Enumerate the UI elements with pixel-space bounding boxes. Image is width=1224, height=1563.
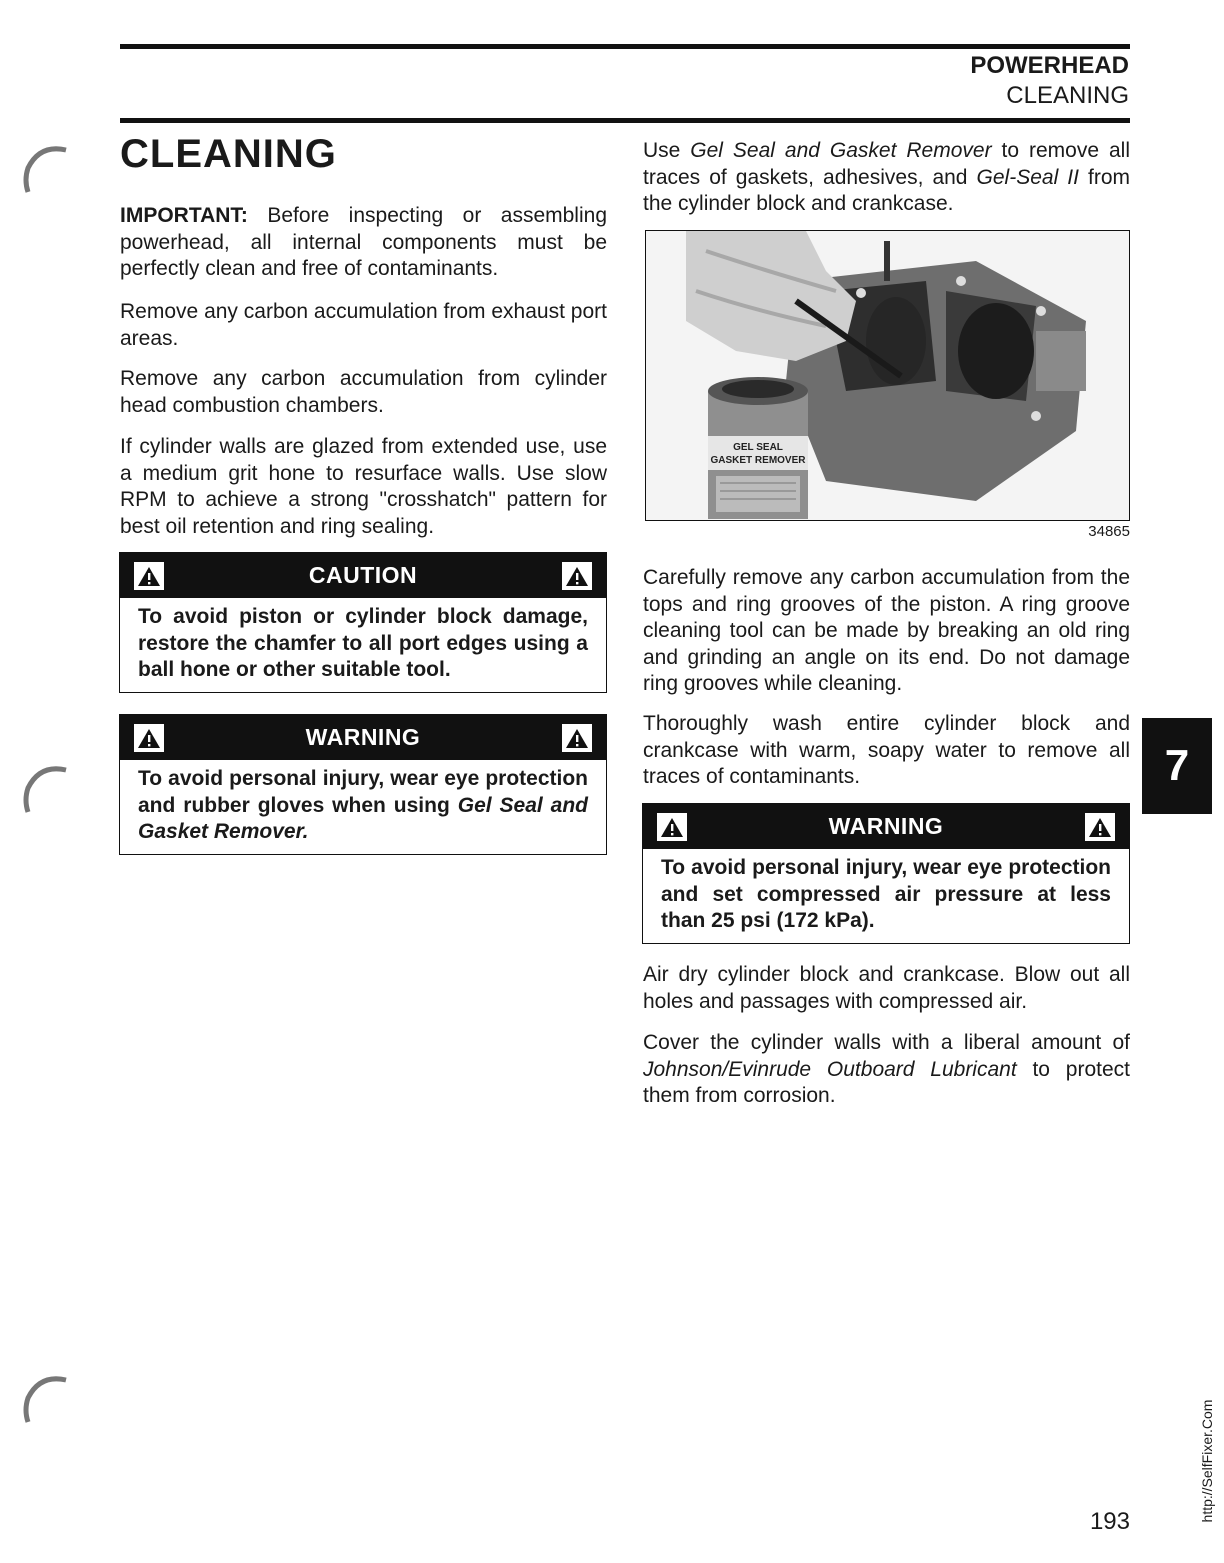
product-name: Johnson/Evinrude Outboard Lubricant bbox=[643, 1057, 1017, 1081]
warning-box-right bbox=[642, 803, 1130, 944]
warning-box-left bbox=[119, 714, 607, 855]
warning-title: WARNING bbox=[828, 813, 944, 839]
text-run: Use bbox=[643, 139, 691, 162]
caution-title: CAUTION bbox=[308, 562, 418, 588]
can-label-line-1: GEL SEAL bbox=[733, 442, 783, 453]
header-subsection: CLEANING bbox=[1006, 82, 1129, 109]
warning-text: To avoid personal injury, wear eye protection and set compressed air pressure at less than 25 psi (172 kPa). bbox=[661, 856, 1111, 932]
warning-header bbox=[120, 715, 606, 760]
paragraph-lubricant bbox=[643, 1030, 1130, 1110]
can-label-line-2: GASKET REMOVER bbox=[710, 455, 806, 466]
warning-text-main: To avoid personal injury, wear eye protection and rubber gloves when using bbox=[138, 767, 588, 817]
page-number: 193 bbox=[1089, 1508, 1130, 1535]
warning-triangle-icon bbox=[134, 724, 164, 752]
side-url bbox=[1196, 1394, 1218, 1529]
warning-triangle-icon bbox=[562, 562, 592, 590]
paragraph-exhaust-ports: Remove any carbon accumulation from exhaust port areas. bbox=[120, 300, 607, 350]
binder-hole-mark bbox=[20, 1370, 70, 1425]
caution-box bbox=[119, 552, 607, 693]
header-section: POWERHEAD bbox=[970, 52, 1129, 79]
product-name: Gel-Seal II bbox=[976, 165, 1079, 189]
figure-number: 34865 bbox=[1088, 523, 1130, 540]
paragraph-combustion-chambers: Remove any carbon accumulation from cylinder head combustion chambers. bbox=[120, 367, 607, 417]
text-run: Cover the cylinder walls with a liberal amount of bbox=[643, 1031, 1130, 1054]
page-title: CLEANING bbox=[120, 132, 337, 176]
warning-triangle-icon bbox=[657, 813, 687, 841]
paragraph-cylinder-walls: If cylinder walls are glazed from extended use, use a medium grit hone to resurface walls. Use slow RPM to achieve a strong "crosshatch" pattern for best oil retention and ring sealing. bbox=[120, 435, 607, 538]
warning-triangle-icon bbox=[1085, 813, 1115, 841]
warning-triangle-icon bbox=[134, 562, 164, 590]
paragraph-wash-block: Thoroughly wash entire cylinder block and crankcase with warm, soapy water to remove all traces of contaminants. bbox=[643, 712, 1130, 788]
caution-text: To avoid piston or cylinder block damage, restore the chamfer to all port edges using a ball hone or other suitable tool. bbox=[138, 605, 588, 681]
paragraph-piston-grooves: Carefully remove any carbon accumulation from the tops and ring grooves of the piston. A ring groove cleaning tool can be made by breaking an old ring and grinding an angle on its end. Do not damage ring grooves while cleaning. bbox=[643, 566, 1130, 695]
text-run: to remove all traces of gaskets, adhesives, and bbox=[643, 139, 1130, 189]
text-run: from the cylinder block and crankcase. bbox=[643, 165, 1130, 215]
product-name: Gel Seal and Gasket Remover bbox=[690, 139, 992, 162]
header-rule-bottom bbox=[120, 118, 1130, 123]
warning-triangle-icon bbox=[562, 724, 592, 752]
side-url-text: http://SelfFixer.Com bbox=[1199, 1399, 1215, 1523]
paragraph-air-dry: Air dry cylinder block and crankcase. Blow out all holes and passages with compressed air. bbox=[643, 963, 1130, 1013]
binder-hole-mark bbox=[20, 760, 70, 815]
warning-text bbox=[120, 760, 606, 854]
text-run: to protect them from corrosion. bbox=[643, 1057, 1130, 1107]
important-paragraph bbox=[120, 203, 607, 283]
warning-title: WARNING bbox=[305, 724, 421, 750]
warning-header bbox=[643, 804, 1129, 849]
binder-hole-mark bbox=[20, 140, 70, 195]
caution-header bbox=[120, 553, 606, 598]
section-tab: 7 bbox=[1142, 718, 1212, 814]
photo-illustration bbox=[646, 231, 1129, 520]
paragraph-gel-seal bbox=[643, 138, 1130, 218]
important-label: IMPORTANT: bbox=[120, 204, 248, 227]
warning-text-product: Gel Seal and Gasket Remover. bbox=[138, 793, 588, 843]
important-text: Before inspecting or assembling powerhead, all internal components must be perfectly clean and free of contaminants. bbox=[120, 204, 607, 280]
photo-cylinder-block-cleaning bbox=[645, 230, 1130, 521]
header-rule-top bbox=[120, 44, 1130, 49]
